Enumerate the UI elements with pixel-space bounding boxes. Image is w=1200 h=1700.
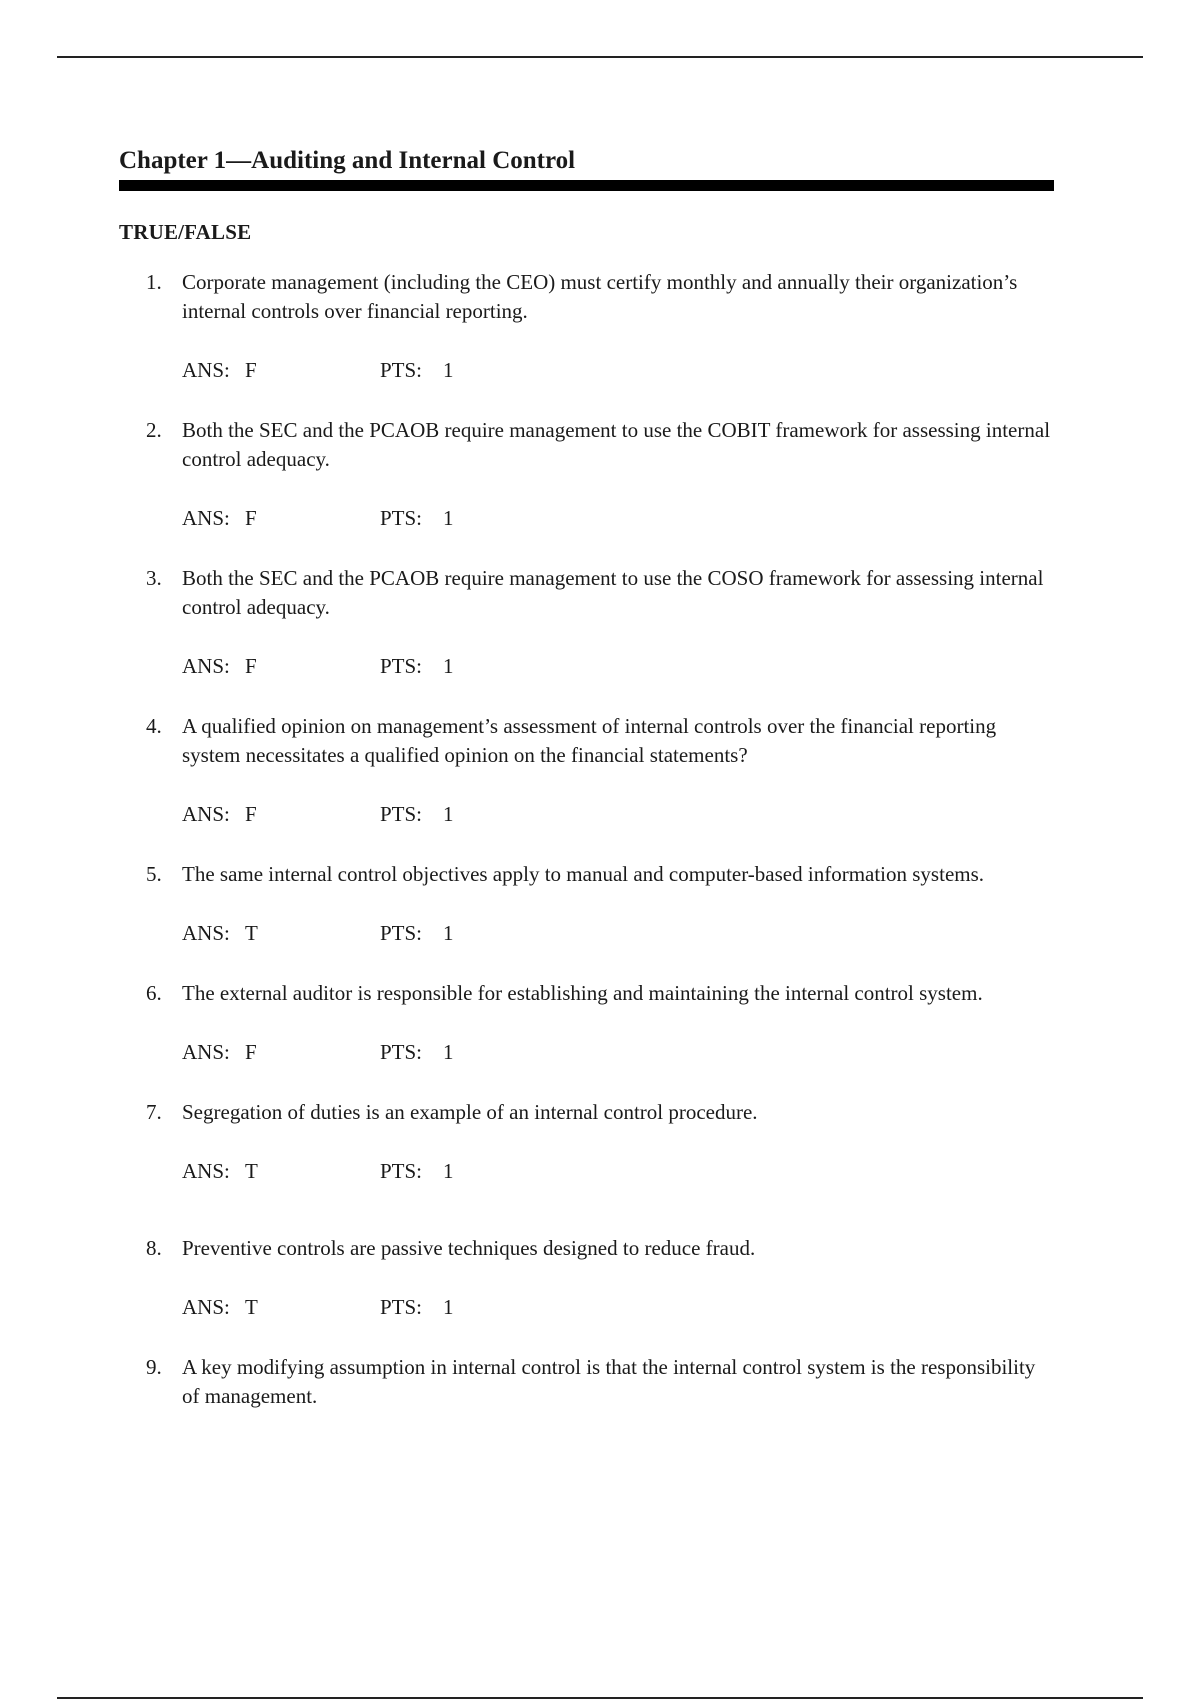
- question-text: Both the SEC and the PCAOB require management to use the COSO framework for assessing internal control adequacy.: [182, 566, 1044, 619]
- pts-label: PTS:: [380, 1159, 423, 1183]
- answer-line: [182, 356, 1054, 385]
- pts-value: 1: [443, 654, 454, 678]
- section-title: TRUE/FALSE: [119, 220, 252, 244]
- question-item: [119, 1098, 1054, 1186]
- pts-label: PTS:: [380, 358, 423, 382]
- ans-value: F: [245, 654, 257, 678]
- question-text: A qualified opinion on management’s assessment of internal controls over the financial reporting system necessitates a qualified opinion on the financial statements?: [182, 714, 997, 767]
- ans-value: T: [245, 921, 258, 945]
- answer-line: [182, 1038, 1054, 1067]
- question-item: [119, 712, 1054, 829]
- top-rule: [57, 56, 1143, 58]
- question-item: [119, 979, 1054, 1067]
- ans-label: ANS:: [182, 1295, 230, 1319]
- question-item: [119, 1234, 1054, 1322]
- question-text: Both the SEC and the PCAOB require management to use the COBIT framework for assessing internal control adequacy.: [182, 418, 1051, 471]
- answer-line: [182, 652, 1054, 681]
- question-item: [119, 1353, 1054, 1411]
- answer-line: [182, 919, 1054, 948]
- ans-label: ANS:: [182, 1040, 230, 1064]
- pts-label: PTS:: [380, 654, 423, 678]
- question-item: [119, 416, 1054, 533]
- pts-label: PTS:: [380, 506, 423, 530]
- title-underline-bar: [119, 180, 1054, 191]
- chapter-title: Chapter 1—Auditing and Internal Control: [119, 147, 576, 174]
- ans-value: F: [245, 506, 257, 530]
- ans-label: ANS:: [182, 654, 230, 678]
- question-text: The external auditor is responsible for establishing and maintaining the internal control system.: [182, 981, 983, 1005]
- pts-label: PTS:: [380, 921, 423, 945]
- pts-value: 1: [443, 358, 454, 382]
- bottom-rule: [57, 1697, 1143, 1699]
- ans-value: T: [245, 1159, 258, 1183]
- answer-line: [182, 504, 1054, 533]
- question-number: 7.: [146, 1100, 162, 1124]
- pts-label: PTS:: [380, 1295, 423, 1319]
- pts-label: PTS:: [380, 1040, 423, 1064]
- question-number: 6.: [146, 981, 162, 1005]
- question-number: 5.: [146, 862, 162, 886]
- ans-label: ANS:: [182, 506, 230, 530]
- question-text: Segregation of duties is an example of an internal control procedure.: [182, 1100, 758, 1124]
- question-text: Corporate management (including the CEO) must certify monthly and annually their organization’s internal controls over financial reporting.: [182, 270, 1018, 323]
- page-content: [119, 145, 1054, 1442]
- question-text: Preventive controls are passive techniques designed to reduce fraud.: [182, 1236, 756, 1260]
- question-number: 3.: [146, 566, 162, 590]
- pts-label: PTS:: [380, 802, 423, 826]
- ans-value: F: [245, 1040, 257, 1064]
- ans-label: ANS:: [182, 921, 230, 945]
- answer-line: [182, 1293, 1054, 1322]
- question-text: A key modifying assumption in internal control is that the internal control system is the responsibility of management.: [182, 1355, 1036, 1408]
- question-number: 9.: [146, 1355, 162, 1379]
- ans-value: F: [245, 802, 257, 826]
- question-number: 2.: [146, 418, 162, 442]
- pts-value: 1: [443, 506, 454, 530]
- answer-line: [182, 800, 1054, 829]
- ans-value: T: [245, 1295, 258, 1319]
- answer-line: [182, 1157, 1054, 1186]
- ans-value: F: [245, 358, 257, 382]
- pts-value: 1: [443, 921, 454, 945]
- ans-label: ANS:: [182, 1159, 230, 1183]
- question-item: [119, 268, 1054, 385]
- question-list: [119, 268, 1054, 1411]
- question-number: 1.: [146, 270, 162, 294]
- question-item: [119, 860, 1054, 948]
- question-item: [119, 564, 1054, 681]
- question-number: 8.: [146, 1236, 162, 1260]
- ans-label: ANS:: [182, 358, 230, 382]
- question-text: The same internal control objectives apply to manual and computer-based information systems.: [182, 862, 985, 886]
- pts-value: 1: [443, 1040, 454, 1064]
- pts-value: 1: [443, 1159, 454, 1183]
- pts-value: 1: [443, 1295, 454, 1319]
- pts-value: 1: [443, 802, 454, 826]
- question-number: 4.: [146, 714, 162, 738]
- ans-label: ANS:: [182, 802, 230, 826]
